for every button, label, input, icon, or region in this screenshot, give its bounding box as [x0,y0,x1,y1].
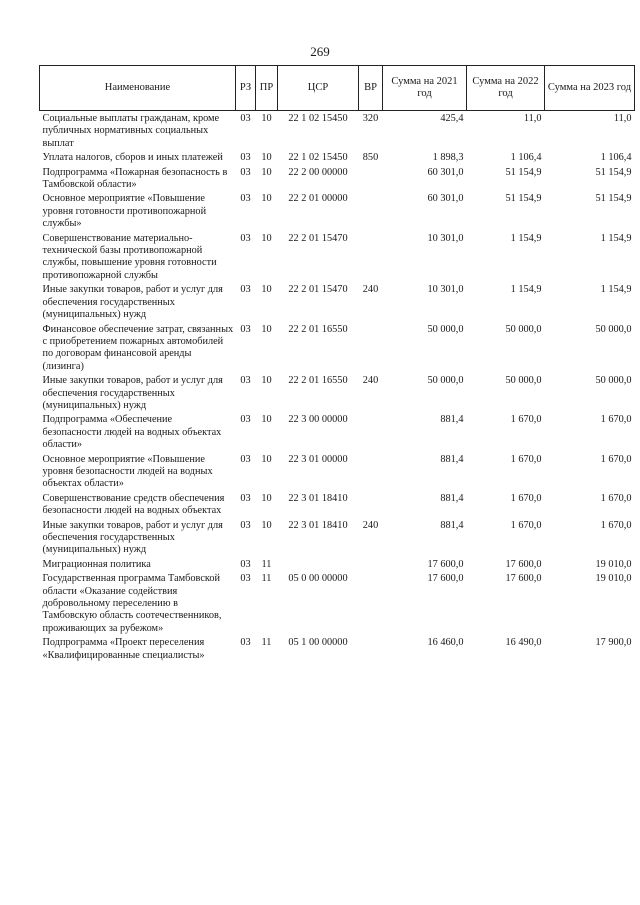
cell-rz: 03 [240,323,251,335]
cell-rz: 03 [240,492,251,504]
cell-rz: 03 [240,414,251,426]
cell-sum-2022: 1 670,0 [510,519,542,531]
page-number: 269 [310,44,330,59]
cell-csr: 22 2 01 15470 [288,232,348,244]
cell-pr: 10 [261,375,272,387]
cell-csr: 22 1 02 15450 [288,152,348,164]
cell-sum-2021: 881,4 [440,453,464,465]
cell-pr: 10 [261,414,272,426]
table-header [40,66,635,111]
cell-sum-2022: 1 670,0 [510,414,542,426]
cell-vr: 240 [362,284,379,296]
table-row [40,635,635,662]
cell-csr: 05 0 00 00000 [288,573,348,585]
cell-sum-2023: 1 154,9 [600,232,632,244]
table-row [40,452,635,491]
cell-sum-2023: 1 154,9 [600,284,632,296]
table-row [40,111,635,151]
cell-vr [359,635,383,662]
cell-sum-2021: 10 301,0 [427,232,464,244]
table-row [40,557,635,571]
header-sum-2021: Сумма на 2021 год [383,66,467,111]
table-row [40,231,635,283]
cell-sum-2021: 50 000,0 [427,375,464,387]
cell-sum-2023: 19 010,0 [595,558,632,570]
cell-name: Подпрограмма «Пожарная безопасность в Тамбовской области» [42,166,228,191]
cell-rz: 03 [240,558,251,570]
cell-sum-2021: 60 301,0 [427,193,464,205]
cell-name: Совершенствование средств обеспечения безопасности людей на водных объектах [42,492,225,517]
cell-csr: 05 1 00 00000 [288,637,348,649]
cell-name: Миграционная политика [42,558,151,570]
cell-vr [359,231,383,283]
header-name: Наименование [40,66,236,111]
cell-csr: 22 2 01 16550 [288,375,348,387]
cell-name: Основное мероприятие «Повышение уровня готовности противопожарной службы» [42,193,207,230]
cell-rz: 03 [240,519,251,531]
cell-sum-2022: 1 670,0 [510,492,542,504]
cell-sum-2022: 1 106,4 [510,152,542,164]
cell-csr: 22 1 02 15450 [288,113,348,124]
cell-sum-2023: 1 670,0 [600,492,632,504]
cell-vr [359,165,383,192]
cell-sum-2023: 11,0 [613,113,632,124]
cell-rz: 03 [240,193,251,205]
cell-vr: 240 [362,375,379,387]
cell-sum-2021: 425,4 [440,113,464,124]
cell-sum-2022: 51 154,9 [505,166,542,178]
cell-csr: 22 3 01 18410 [288,519,348,531]
header-sum-2022: Сумма на 2022 год [467,66,545,111]
cell-sum-2022: 17 600,0 [505,558,542,570]
cell-sum-2022: 17 600,0 [505,573,542,585]
cell-pr: 10 [261,519,272,531]
cell-sum-2022: 50 000,0 [505,375,542,387]
cell-pr: 10 [261,193,272,205]
cell-csr: 22 3 00 00000 [288,414,348,426]
cell-sum-2023: 1 670,0 [600,414,632,426]
cell-vr: 850 [362,152,379,164]
table-row [40,322,635,374]
cell-vr [359,412,383,451]
cell-sum-2023: 50 000,0 [595,375,632,387]
cell-sum-2022: 16 490,0 [505,637,542,649]
cell-sum-2023: 50 000,0 [595,323,632,335]
cell-vr [359,322,383,374]
table-row [40,150,635,164]
cell-sum-2023: 51 154,9 [595,193,632,205]
cell-pr: 11 [261,637,272,649]
cell-sum-2021: 60 301,0 [427,166,464,178]
cell-name: Подпрограмма «Проект переселения «Квалифицированные специалисты» [42,637,205,661]
table-body [40,111,635,663]
cell-name: Социальные выплаты гражданам, кроме публичных нормативных социальных выплат [42,113,220,149]
cell-rz: 03 [240,637,251,649]
cell-rz: 03 [240,573,251,585]
cell-rz: 03 [240,284,251,296]
cell-csr [278,557,359,571]
cell-pr: 11 [261,558,272,570]
cell-name: Подпрограмма «Обеспечение безопасности людей на водных объектах области» [42,414,222,451]
budget-table [39,65,635,662]
cell-sum-2021: 17 600,0 [427,558,464,570]
cell-csr: 22 2 01 16550 [288,323,348,335]
cell-pr: 10 [261,113,272,124]
cell-pr: 10 [261,152,272,164]
cell-pr: 10 [261,284,272,296]
cell-pr: 10 [261,232,272,244]
cell-sum-2022: 1 670,0 [510,453,542,465]
cell-sum-2021: 881,4 [440,492,464,504]
table-row [40,412,635,451]
cell-rz: 03 [240,453,251,465]
cell-sum-2022: 50 000,0 [505,323,542,335]
cell-sum-2022: 1 154,9 [510,232,542,244]
table-row [40,518,635,557]
cell-rz: 03 [240,166,251,178]
cell-sum-2021: 881,4 [440,519,464,531]
cell-vr [359,191,383,230]
cell-sum-2023: 1 106,4 [600,152,632,164]
cell-sum-2021: 881,4 [440,414,464,426]
table-row [40,571,635,635]
table-row [40,491,635,518]
cell-csr: 22 2 00 00000 [288,166,348,178]
cell-pr: 10 [261,166,272,178]
cell-name: Государственная программа Тамбовской области «Оказание содействия добровольному переселению в Тамбовскую область соотечественников, проживающих за рубежом» [42,573,222,634]
cell-name: Иные закупки товаров, работ и услуг для обеспечения государственных (муниципальных) нужд [42,284,223,321]
cell-pr: 10 [261,492,272,504]
cell-vr [359,452,383,491]
cell-sum-2021: 10 301,0 [427,284,464,296]
table-row [40,191,635,230]
cell-sum-2022: 51 154,9 [505,193,542,205]
cell-sum-2021: 17 600,0 [427,573,464,585]
cell-rz: 03 [240,152,251,164]
header-csr: ЦСР [278,66,359,111]
cell-vr: 240 [362,519,379,531]
cell-name: Иные закупки товаров, работ и услуг для обеспечения государственных (муниципальных) нужд [42,519,223,556]
cell-pr: 10 [261,323,272,335]
cell-rz: 03 [240,113,251,124]
cell-vr [359,491,383,518]
cell-rz: 03 [240,375,251,387]
cell-sum-2021: 1 898,3 [432,152,464,164]
cell-sum-2023: 1 670,0 [600,519,632,531]
cell-pr: 11 [261,573,272,585]
header-sum-2023: Сумма на 2023 год [545,66,635,111]
cell-name: Совершенствование материально-технической базы противопожарной службы, повышение уровня готовности противопожарной службы [42,232,217,281]
cell-sum-2021: 50 000,0 [427,323,464,335]
cell-name: Основное мероприятие «Повышение уровня безопасности людей на водных объектах области» [42,453,213,490]
cell-csr: 22 2 01 15470 [288,284,348,296]
cell-sum-2023: 19 010,0 [595,573,632,585]
cell-name: Финансовое обеспечение затрат, связанных с приобретением пожарных автомобилей по договорам финансовой аренды (лизинга) [42,323,234,372]
cell-vr: 320 [362,113,379,124]
cell-name: Иные закупки товаров, работ и услуг для обеспечения государственных (муниципальных) нужд [42,375,223,411]
cell-sum-2022: 1 154,9 [510,284,542,296]
cell-name: Уплата налогов, сборов и иных платежей [42,152,223,164]
cell-csr: 22 3 01 18410 [288,492,348,504]
cell-vr [359,571,383,635]
cell-rz: 03 [240,232,251,244]
cell-sum-2022: 11,0 [523,113,542,124]
cell-sum-2023: 1 670,0 [600,453,632,465]
table-row [40,165,635,192]
header-rz: РЗ [236,66,256,111]
table-row [40,282,635,321]
cell-sum-2021: 16 460,0 [427,637,464,649]
cell-csr: 22 3 01 00000 [288,453,348,465]
cell-vr [359,557,383,571]
cell-sum-2023: 17 900,0 [595,637,632,649]
header-vr: ВР [359,66,383,111]
cell-sum-2023: 51 154,9 [595,166,632,178]
cell-pr: 10 [261,453,272,465]
cell-csr: 22 2 01 00000 [288,193,348,205]
header-pr: ПР [256,66,278,111]
table-row [40,373,635,412]
